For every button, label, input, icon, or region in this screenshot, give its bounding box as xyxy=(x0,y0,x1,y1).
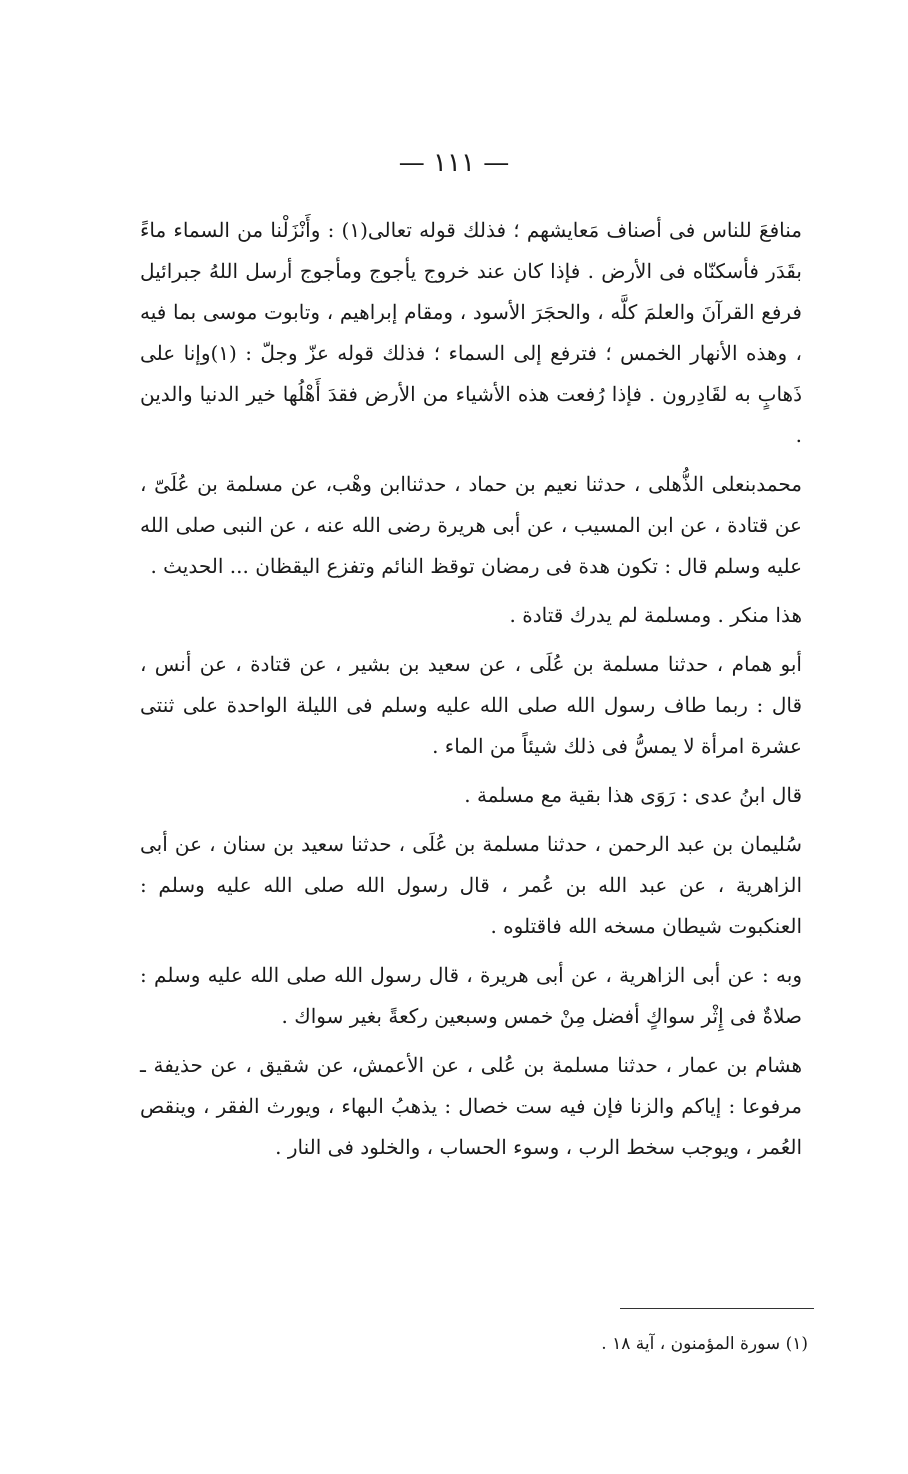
footnote: (١) سورة المؤمنون ، آية ١٨ . xyxy=(601,1334,808,1354)
paragraph-2: محمدبنعلى الذُّهلى ، حدثنا نعيم بن حماد ، حدثناابن وهْب، عن مسلمة بن عُلَىّ ، عن قتادة ، عن ابن المسيب ، عن أبى هريرة رضى الله عنه ، عن النبى صلى الله عليه وسلم قال : تكون هدة فى رمضان توقظ النائم وتفزع اليقظان ... الحديث . xyxy=(140,472,802,578)
paragraph-4: أبو همام ، حدثنا مسلمة بن عُلَى ، عن سعيد بن بشير ، عن قتادة ، عن أنس ، قال : ربما طاف رسول الله صلى الله عليه وسلم فى الليلة الواحدة على ثنتى عشرة امرأة لا يمسُّ فى ذلك شيئاً من الماء . xyxy=(140,652,802,758)
footnote-divider xyxy=(620,1308,814,1309)
paragraph-1: منافعَ للناس فى أصناف مَعايشهم ؛ فذلك قوله تعالى(١) : وأَنْزَلْنا من السماء ماءً بقَدَر فأسكنّاه فى الأرض . فإذا كان عند خروج يأجوج ومأجوج أرسل اللهُ جبرائيل فرفع القرآنَ والعلمَ كلَّه ، والحجَرَ الأسود ، ومقام إبراهيم ، وتابوت موسى بما فيه ، وهذه الأنهار الخمس ؛ فترفع إلى السماء ؛ فذلك قوله عزّ وجلّ : (١)وإنا على ذَهابٍ به لقَادِرون . فإذا رُفعت هذه الأشياء من الأرض فقدَ أَهْلُها خير الدنيا والدين . xyxy=(140,218,802,447)
page-number: — ١١١ — xyxy=(398,148,510,178)
paragraph-3: هذا منكر . ومسلمة لم يدرك قتادة . xyxy=(509,603,802,627)
paragraph-6: سُليمان بن عبد الرحمن ، حدثنا مسلمة بن عُلَى ، حدثنا سعيد بن سنان ، عن أبى الزاهرية ، عن عبد الله بن عُمر ، قال رسول الله صلى الله عليه وسلم : العنكبوت شيطان مسخه الله فاقتلوه . xyxy=(140,832,802,938)
paragraph-5: قال ابنُ عدى : رَوَى هذا بقية مع مسلمة . xyxy=(464,783,802,807)
body-text xyxy=(140,210,802,1168)
paragraph-7: وبه : عن أبى الزاهرية ، عن أبى هريرة ، قال رسول الله صلى الله عليه وسلم : صلاةٌ فى إِثْر سواكٍ أفضل مِنْ خمس وسبعين ركعةً بغير سواك . xyxy=(140,963,802,1028)
paragraph-8: هشام بن عمار ، حدثنا مسلمة بن عُلى ، عن الأعمش، عن شقيق ، عن حذيفة ـ مرفوعا : إياكم والزنا فإن فيه ست خصال : يذهبُ البهاء ، ويورث الفقر ، وينقص العُمر ، ويوجب سخط الرب ، وسوء الحساب ، والخلود فى النار . xyxy=(140,1053,802,1159)
